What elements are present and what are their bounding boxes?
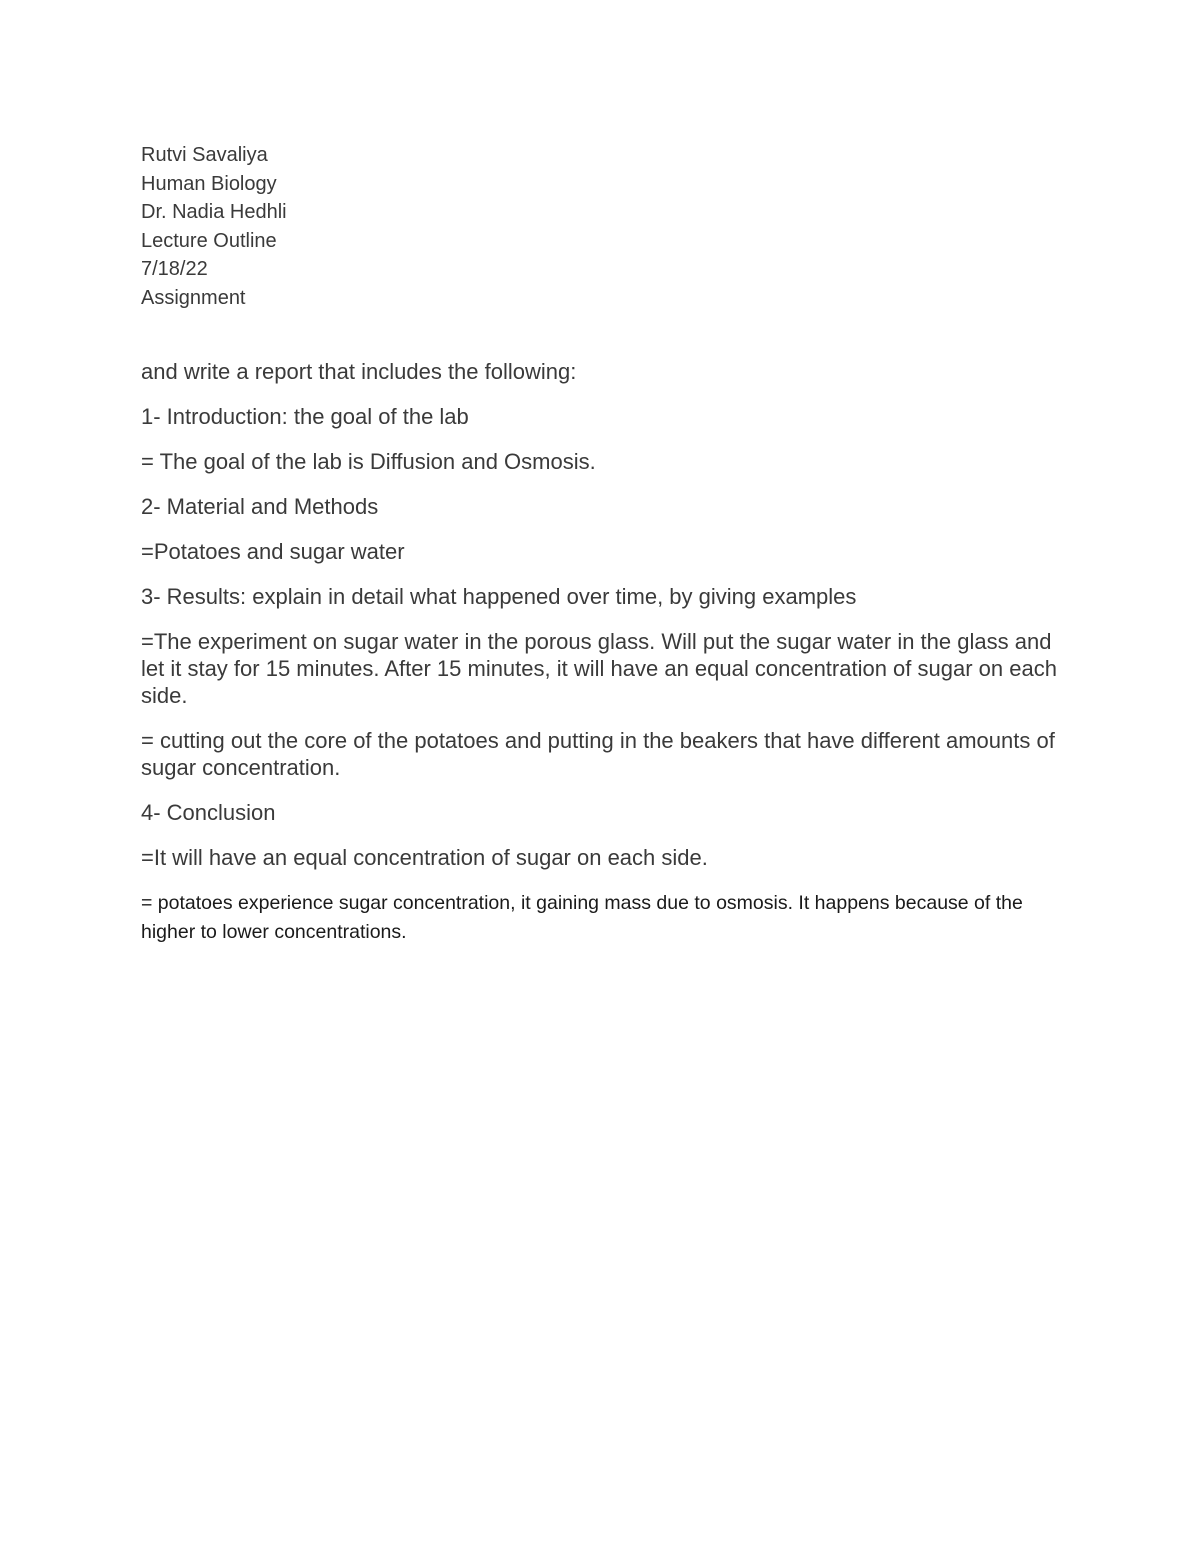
- section-introduction-heading: 1- Introduction: the goal of the lab: [141, 404, 469, 429]
- assignment-label: Assignment: [141, 286, 246, 309]
- section-conclusion-answer-1: =It will have an equal concentration of sugar on each side.: [141, 845, 708, 870]
- course-name: Human Biology: [141, 172, 277, 195]
- section-conclusion-heading: 4- Conclusion: [141, 800, 276, 825]
- document-header: [141, 141, 1071, 313]
- section-introduction-answer: = The goal of the lab is Diffusion and Osmosis.: [141, 449, 596, 474]
- section-methods-answer: =Potatoes and sugar water: [141, 539, 405, 564]
- section-results-answer-1: =The experiment on sugar water in the porous glass. Will put the sugar water in the glass and let it stay for 15 minutes. After 15 minutes, it will have an equal concentration of sugar on each side.: [141, 629, 1057, 708]
- document-body: [141, 358, 1071, 964]
- section-conclusion-answer-2: = potatoes experience sugar concentration, it gaining mass due to osmosis. It happens because of the higher to lower concentrations.: [141, 892, 1023, 943]
- instructor-name: Dr. Nadia Hedhli: [141, 201, 287, 224]
- intro-paragraph: and write a report that includes the following:: [141, 359, 577, 384]
- section-results-heading: 3- Results: explain in detail what happened over time, by giving examples: [141, 584, 857, 609]
- author-name: Rutvi Savaliya: [141, 144, 268, 166]
- document-type: Lecture Outline: [141, 229, 277, 252]
- document-date: 7/18/22: [141, 258, 208, 281]
- section-methods-heading: 2- Material and Methods: [141, 494, 379, 519]
- section-results-answer-2: = cutting out the core of the potatoes and putting in the beakers that have different amounts of sugar concentration.: [141, 728, 1055, 780]
